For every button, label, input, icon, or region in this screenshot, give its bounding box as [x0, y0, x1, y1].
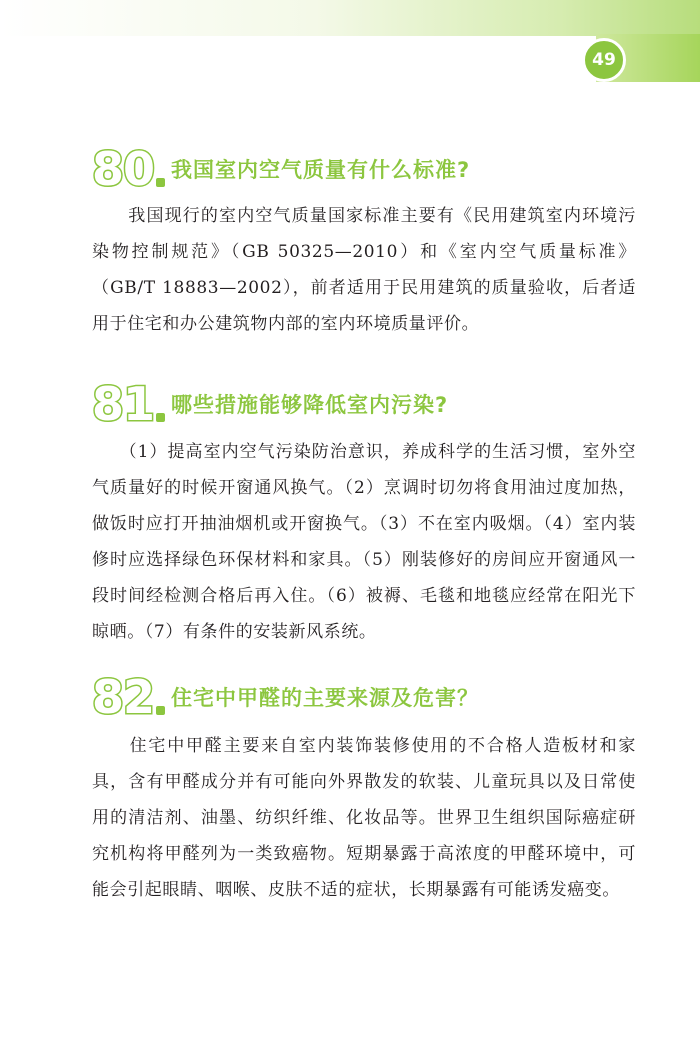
- heading-dot: [156, 706, 165, 715]
- section-number: 80: [92, 142, 155, 196]
- section-heading-81: [92, 377, 449, 431]
- top-gradient-band: [0, 0, 700, 36]
- section-body-81: （1）提高室内空气污染防治意识，养成科学的生活习惯，室外空气质量好的时候开窗通风换气。（2）烹调时切勿将食用油过度加热，做饭时应打开抽油烟机或开窗换气。（3）不在室内吸烟。（4）室内装修时应选择绿色环保材料和家具。（5）刚装修好的房间应开窗通风一段时间经检测合格后再入住。（6）被褥、毛毯和地毯应经常在阳光下晾晒。（7）有条件的安装新风系统。: [92, 442, 636, 642]
- section-number: 81: [92, 377, 155, 431]
- heading-dot: [156, 413, 165, 422]
- section-body-80: 我国现行的室内空气质量国家标准主要有《民用建筑室内环境污染物控制规范》（GB 50325—2010）和《室内空气质量标准》（GB/T 18883—2002），前者适用于民用建筑的质量验收，后者适用于住宅和办公建筑物内部的室内环境质量评价。: [92, 206, 636, 334]
- section-title: 住宅中甲醛的主要来源及危害？: [171, 686, 480, 710]
- section-title: 哪些措施能够降低室内污染?: [171, 393, 449, 417]
- section-title: 我国室内空气质量有什么标准?: [171, 158, 471, 182]
- section-heading-80: [92, 142, 471, 196]
- section-number: 82: [92, 670, 155, 724]
- section-heading-82: [92, 670, 480, 724]
- page-number: 49: [582, 38, 626, 82]
- heading-dot: [156, 178, 165, 187]
- section-body-82: 住宅中甲醛主要来自室内装饰装修使用的不合格人造板材和家具，含有甲醛成分并有可能向外界散发的软装、儿童玩具以及日常使用的清洁剂、油墨、纺织纤维、化妆品等。世界卫生组织国际癌症研究机构将甲醛列为一类致癌物。短期暴露于高浓度的甲醛环境中，可能会引起眼睛、咽喉、皮肤不适的症状，长期暴露有可能诱发癌变。: [92, 736, 636, 900]
